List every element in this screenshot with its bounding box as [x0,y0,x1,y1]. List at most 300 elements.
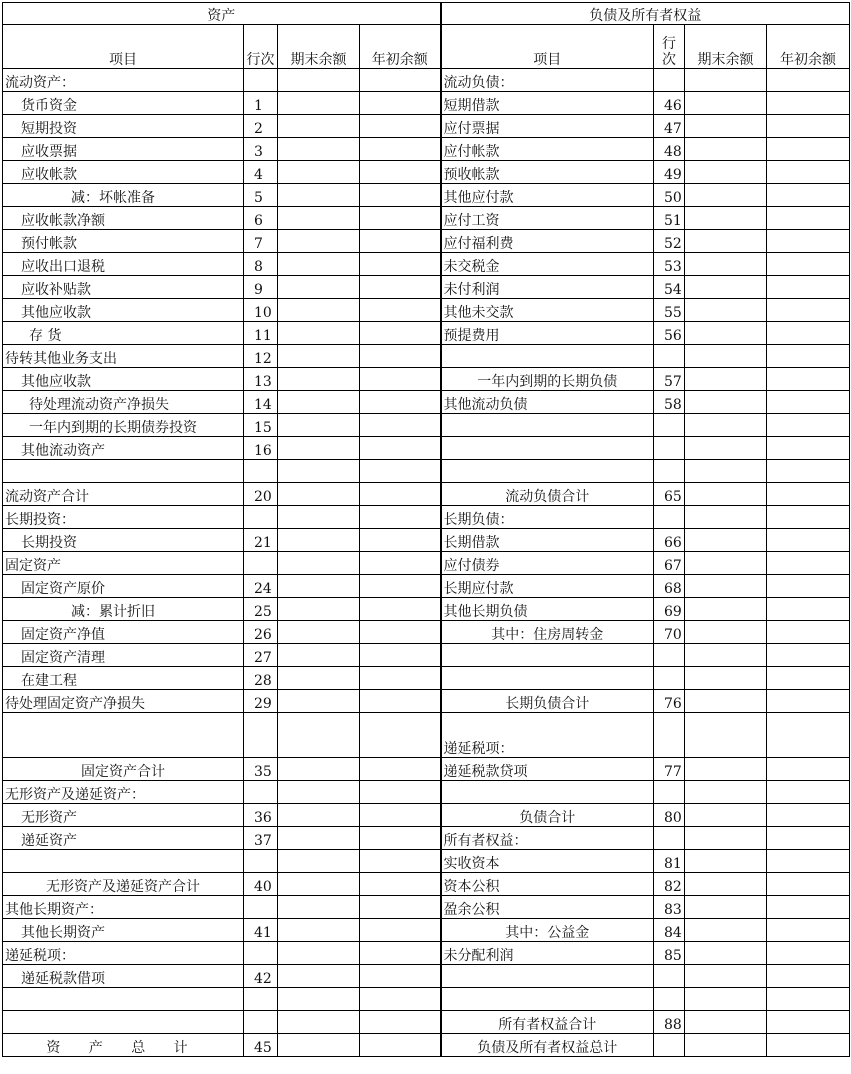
liability-end-balance-cell[interactable] [685,667,767,690]
table-row [3,896,850,919]
liability-end-balance-cell[interactable] [685,758,767,781]
asset-begin-balance-cell[interactable] [360,391,441,414]
asset-item-label: 待处理固定资产净损失 [3,690,244,713]
liability-end-balance-cell[interactable] [685,437,767,460]
asset-begin-balance-cell[interactable] [360,965,441,988]
asset-item-label: 固定资产原价 [3,575,244,598]
assets-line-header: 行次 [244,25,278,69]
liability-line-number [654,667,685,690]
asset-end-balance-cell[interactable] [278,437,360,460]
liability-begin-balance-cell[interactable] [767,804,850,827]
liability-begin-balance-cell[interactable] [767,919,850,942]
asset-begin-balance-cell[interactable] [360,506,441,529]
liability-end-balance-cell[interactable] [685,988,767,1011]
liability-end-balance-cell[interactable] [685,552,767,575]
asset-end-balance-cell[interactable] [278,207,360,230]
asset-begin-balance-cell[interactable] [360,1011,441,1034]
asset-end-balance-cell[interactable] [278,988,360,1011]
liability-end-balance-cell[interactable] [685,621,767,644]
assets-section-title: 资产 [3,3,441,25]
asset-end-balance-cell[interactable] [278,896,360,919]
asset-begin-balance-cell[interactable] [360,184,441,207]
assets-begin-balance-header: 年初余额 [360,25,441,69]
liability-line-number: 49 [654,161,685,184]
liability-begin-balance-cell[interactable] [767,575,850,598]
liability-begin-balance-cell[interactable] [767,207,850,230]
liability-end-balance-cell[interactable] [685,322,767,345]
asset-end-balance-cell[interactable] [278,621,360,644]
asset-begin-balance-cell[interactable] [360,138,441,161]
table-row [3,115,850,138]
liability-line-number: 67 [654,552,685,575]
liability-begin-balance-cell[interactable] [767,368,850,391]
liability-item-label: 流动负债合计 [441,483,654,506]
asset-end-balance-cell[interactable] [278,758,360,781]
asset-end-balance-cell[interactable] [278,253,360,276]
liability-begin-balance-cell[interactable] [767,161,850,184]
liability-end-balance-cell[interactable] [685,781,767,804]
liability-item-label: 所有者权益合计 [441,1011,654,1034]
liability-end-balance-cell[interactable] [685,460,767,483]
table-row [3,299,850,322]
asset-end-balance-cell[interactable] [278,161,360,184]
asset-end-balance-cell[interactable] [278,184,360,207]
liability-end-balance-cell[interactable] [685,345,767,368]
table-row [3,345,850,368]
table-row [3,368,850,391]
asset-line-number [244,552,278,575]
asset-line-number: 41 [244,919,278,942]
asset-end-balance-cell[interactable] [278,713,360,758]
liability-end-balance-cell[interactable] [685,598,767,621]
asset-end-balance-cell[interactable] [278,667,360,690]
asset-begin-balance-cell[interactable] [360,253,441,276]
asset-item-label: 长期投资： [3,506,244,529]
liability-line-number: 68 [654,575,685,598]
liability-begin-balance-cell[interactable] [767,896,850,919]
asset-begin-balance-cell[interactable] [360,988,441,1011]
liability-end-balance-cell[interactable] [685,391,767,414]
liability-end-balance-cell[interactable] [685,919,767,942]
liability-line-number: 65 [654,483,685,506]
asset-end-balance-cell[interactable] [278,391,360,414]
asset-line-number [244,713,278,758]
liability-item-label: 长期应付款 [441,575,654,598]
liability-end-balance-cell[interactable] [685,253,767,276]
liability-end-balance-cell[interactable] [685,1034,767,1057]
asset-begin-balance-cell[interactable] [360,781,441,804]
asset-end-balance-cell[interactable] [278,322,360,345]
liability-line-number: 80 [654,804,685,827]
asset-end-balance-cell[interactable] [278,690,360,713]
liab-line-header: 行次 [654,25,685,69]
table-row [3,667,850,690]
liability-end-balance-cell[interactable] [685,942,767,965]
table-row [3,919,850,942]
liability-line-number [654,460,685,483]
liability-begin-balance-cell[interactable] [767,781,850,804]
asset-line-number [244,1011,278,1034]
liability-item-label [441,644,654,667]
liability-end-balance-cell[interactable] [685,529,767,552]
asset-line-number: 28 [244,667,278,690]
liability-begin-balance-cell[interactable] [767,483,850,506]
asset-line-number: 35 [244,758,278,781]
asset-begin-balance-cell[interactable] [360,483,441,506]
asset-begin-balance-cell[interactable] [360,873,441,896]
liability-begin-balance-cell[interactable] [767,1034,850,1057]
asset-item-label: 短期投资 [3,115,244,138]
asset-line-number: 13 [244,368,278,391]
asset-begin-balance-cell[interactable] [360,621,441,644]
asset-begin-balance-cell[interactable] [360,896,441,919]
asset-line-number [244,942,278,965]
liability-line-number: 52 [654,230,685,253]
liability-end-balance-cell[interactable] [685,92,767,115]
liability-end-balance-cell[interactable] [685,896,767,919]
table-row [3,552,850,575]
table-row [3,644,850,667]
asset-begin-balance-cell[interactable] [360,942,441,965]
table-row [3,414,850,437]
asset-line-number: 11 [244,322,278,345]
liability-end-balance-cell[interactable] [685,69,767,92]
liability-line-number: 88 [654,1011,685,1034]
asset-end-balance-cell[interactable] [278,804,360,827]
liability-begin-balance-cell[interactable] [767,552,850,575]
asset-item-label: 其他应收款 [3,368,244,391]
asset-begin-balance-cell[interactable] [360,368,441,391]
asset-begin-balance-cell[interactable] [360,758,441,781]
liability-begin-balance-cell[interactable] [767,460,850,483]
liability-line-number: 70 [654,621,685,644]
liability-line-number: 57 [654,368,685,391]
asset-end-balance-cell[interactable] [278,598,360,621]
liability-end-balance-cell[interactable] [685,1011,767,1034]
liability-item-label: 长期负债： [441,506,654,529]
table-row [3,850,850,873]
asset-item-label: 减：累计折旧 [3,598,244,621]
asset-end-balance-cell[interactable] [278,115,360,138]
asset-begin-balance-cell[interactable] [360,690,441,713]
asset-end-balance-cell[interactable] [278,575,360,598]
table-row [3,942,850,965]
liability-begin-balance-cell[interactable] [767,827,850,850]
liability-line-number: 55 [654,299,685,322]
table-row [3,483,850,506]
liability-begin-balance-cell[interactable] [767,92,850,115]
asset-end-balance-cell[interactable] [278,552,360,575]
liability-item-label: 其他长期负债 [441,598,654,621]
liability-begin-balance-cell[interactable] [767,414,850,437]
liability-begin-balance-cell[interactable] [767,713,850,758]
liability-begin-balance-cell[interactable] [767,965,850,988]
asset-begin-balance-cell[interactable] [360,322,441,345]
asset-begin-balance-cell[interactable] [360,667,441,690]
liability-item-label: 流动负债： [441,69,654,92]
liability-end-balance-cell[interactable] [685,506,767,529]
liability-end-balance-cell[interactable] [685,965,767,988]
asset-begin-balance-cell[interactable] [360,207,441,230]
asset-begin-balance-cell[interactable] [360,69,441,92]
asset-begin-balance-cell[interactable] [360,345,441,368]
asset-end-balance-cell[interactable] [278,483,360,506]
table-row [3,460,850,483]
asset-end-balance-cell[interactable] [278,1011,360,1034]
liability-item-label: 其中：公益金 [441,919,654,942]
liability-begin-balance-cell[interactable] [767,391,850,414]
asset-item-label: 预付帐款 [3,230,244,253]
asset-line-number [244,460,278,483]
liability-item-label: 长期负债合计 [441,690,654,713]
liability-line-number: 51 [654,207,685,230]
liability-end-balance-cell[interactable] [685,804,767,827]
liability-item-label: 应付工资 [441,207,654,230]
liability-end-balance-cell[interactable] [685,850,767,873]
asset-item-label: 减：坏帐准备 [3,184,244,207]
liability-line-number: 56 [654,322,685,345]
asset-begin-balance-cell[interactable] [360,437,441,460]
table-row [3,184,850,207]
asset-line-number: 21 [244,529,278,552]
asset-end-balance-cell[interactable] [278,138,360,161]
asset-item-label: 应收出口退税 [3,253,244,276]
liability-line-number [654,414,685,437]
liability-begin-balance-cell[interactable] [767,1011,850,1034]
liability-begin-balance-cell[interactable] [767,644,850,667]
liability-begin-balance-cell[interactable] [767,942,850,965]
asset-end-balance-cell[interactable] [278,942,360,965]
liability-line-number: 83 [654,896,685,919]
table-row [3,322,850,345]
liability-item-label: 应付债券 [441,552,654,575]
asset-item-label: 固定资产合计 [3,758,244,781]
liability-item-label [441,345,654,368]
asset-end-balance-cell[interactable] [278,1034,360,1057]
liability-end-balance-cell[interactable] [685,873,767,896]
asset-end-balance-cell[interactable] [278,69,360,92]
asset-begin-balance-cell[interactable] [360,161,441,184]
asset-item-label: 固定资产 [3,552,244,575]
asset-item-label [3,460,244,483]
asset-begin-balance-cell[interactable] [360,919,441,942]
liability-item-label: 预提费用 [441,322,654,345]
asset-item-label: 递延税项： [3,942,244,965]
asset-item-label: 流动资产： [3,69,244,92]
liability-begin-balance-cell[interactable] [767,115,850,138]
liability-line-number: 69 [654,598,685,621]
asset-end-balance-cell[interactable] [278,965,360,988]
liability-item-label: 长期借款 [441,529,654,552]
liability-begin-balance-cell[interactable] [767,299,850,322]
asset-item-label: 递延资产 [3,827,244,850]
liability-line-number: 85 [654,942,685,965]
asset-begin-balance-cell[interactable] [360,460,441,483]
asset-end-balance-cell[interactable] [278,506,360,529]
asset-line-number: 8 [244,253,278,276]
table-row [3,804,850,827]
asset-begin-balance-cell[interactable] [360,115,441,138]
asset-end-balance-cell[interactable] [278,919,360,942]
liability-begin-balance-cell[interactable] [767,138,850,161]
liability-item-label: 应付福利费 [441,230,654,253]
liability-end-balance-cell[interactable] [685,115,767,138]
liability-item-label: 预收帐款 [441,161,654,184]
asset-begin-balance-cell[interactable] [360,644,441,667]
liabilities-section-title: 负债及所有者权益 [441,3,850,25]
table-row [3,92,850,115]
asset-end-balance-cell[interactable] [278,850,360,873]
table-row [3,253,850,276]
liability-end-balance-cell[interactable] [685,414,767,437]
liability-begin-balance-cell[interactable] [767,69,850,92]
liability-item-label: 盈余公积 [441,896,654,919]
asset-begin-balance-cell[interactable] [360,414,441,437]
liability-begin-balance-cell[interactable] [767,276,850,299]
liability-end-balance-cell[interactable] [685,230,767,253]
liability-line-number [654,713,685,758]
asset-begin-balance-cell[interactable] [360,850,441,873]
liability-end-balance-cell[interactable] [685,713,767,758]
liability-line-number [654,965,685,988]
asset-item-label: 流动资产合计 [3,483,244,506]
asset-item-label: 应收补贴款 [3,276,244,299]
table-row [3,391,850,414]
asset-item-label: 其他应收款 [3,299,244,322]
liability-end-balance-cell[interactable] [685,207,767,230]
asset-end-balance-cell[interactable] [278,345,360,368]
asset-begin-balance-cell[interactable] [360,529,441,552]
liability-end-balance-cell[interactable] [685,483,767,506]
asset-begin-balance-cell[interactable] [360,713,441,758]
liability-begin-balance-cell[interactable] [767,690,850,713]
asset-end-balance-cell[interactable] [278,414,360,437]
liability-line-number: 53 [654,253,685,276]
table-row [3,506,850,529]
liability-line-number: 47 [654,115,685,138]
asset-item-label: 一年内到期的长期债券投资 [3,414,244,437]
liability-item-label: 递延税项： [441,713,654,758]
liability-begin-balance-cell[interactable] [767,850,850,873]
asset-line-number [244,896,278,919]
asset-begin-balance-cell[interactable] [360,299,441,322]
asset-item-label: 无形资产及递延资产合计 [3,873,244,896]
asset-begin-balance-cell[interactable] [360,552,441,575]
liability-line-number: 77 [654,758,685,781]
liability-begin-balance-cell[interactable] [767,345,850,368]
asset-end-balance-cell[interactable] [278,873,360,896]
liability-item-label: 其中：住房周转金 [441,621,654,644]
asset-line-number: 14 [244,391,278,414]
liability-begin-balance-cell[interactable] [767,230,850,253]
asset-item-label: 应收帐款 [3,161,244,184]
table-row [3,827,850,850]
liability-begin-balance-cell[interactable] [767,758,850,781]
liability-begin-balance-cell[interactable] [767,437,850,460]
asset-begin-balance-cell[interactable] [360,276,441,299]
liability-item-label [441,988,654,1011]
liability-end-balance-cell[interactable] [685,184,767,207]
liability-begin-balance-cell[interactable] [767,873,850,896]
liability-begin-balance-cell[interactable] [767,988,850,1011]
asset-line-number: 20 [244,483,278,506]
asset-begin-balance-cell[interactable] [360,230,441,253]
liability-item-label [441,667,654,690]
asset-begin-balance-cell[interactable] [360,804,441,827]
liability-begin-balance-cell[interactable] [767,506,850,529]
liability-end-balance-cell[interactable] [685,827,767,850]
table-row [3,621,850,644]
asset-item-label [3,850,244,873]
asset-begin-balance-cell[interactable] [360,598,441,621]
asset-end-balance-cell[interactable] [278,368,360,391]
liability-begin-balance-cell[interactable] [767,184,850,207]
asset-end-balance-cell[interactable] [278,827,360,850]
liability-begin-balance-cell[interactable] [767,667,850,690]
liability-begin-balance-cell[interactable] [767,322,850,345]
asset-begin-balance-cell[interactable] [360,827,441,850]
asset-item-label [3,1011,244,1034]
asset-line-number: 12 [244,345,278,368]
asset-end-balance-cell[interactable] [278,781,360,804]
liability-item-label: 其他未交款 [441,299,654,322]
liability-end-balance-cell[interactable] [685,690,767,713]
asset-begin-balance-cell[interactable] [360,1034,441,1057]
liability-begin-balance-cell[interactable] [767,253,850,276]
asset-item-label: 长期投资 [3,529,244,552]
liability-line-number: 82 [654,873,685,896]
liability-end-balance-cell[interactable] [685,368,767,391]
asset-end-balance-cell[interactable] [278,92,360,115]
liability-item-label: 资本公积 [441,873,654,896]
liability-begin-balance-cell[interactable] [767,529,850,552]
liability-end-balance-cell[interactable] [685,644,767,667]
liability-end-balance-cell[interactable] [685,299,767,322]
asset-line-number: 16 [244,437,278,460]
table-row [3,575,850,598]
liability-end-balance-cell[interactable] [685,138,767,161]
asset-end-balance-cell[interactable] [278,529,360,552]
liability-begin-balance-cell[interactable] [767,598,850,621]
asset-end-balance-cell[interactable] [278,299,360,322]
liability-item-label [441,460,654,483]
balance-sheet-table [2,2,850,1057]
asset-line-number [244,850,278,873]
asset-end-balance-cell[interactable] [278,276,360,299]
asset-item-label: 其他长期资产 [3,919,244,942]
liability-begin-balance-cell[interactable] [767,621,850,644]
table-row [3,161,850,184]
liability-end-balance-cell[interactable] [685,575,767,598]
liability-end-balance-cell[interactable] [685,161,767,184]
asset-end-balance-cell[interactable] [278,644,360,667]
asset-begin-balance-cell[interactable] [360,575,441,598]
table-body [3,69,850,1057]
liability-line-number [654,437,685,460]
asset-end-balance-cell[interactable] [278,460,360,483]
table-row [3,1034,850,1057]
asset-item-label [3,713,244,758]
asset-item-label: 资 产 总 计 [3,1034,244,1057]
liab-end-balance-header: 期末余额 [685,25,767,69]
liability-end-balance-cell[interactable] [685,276,767,299]
asset-line-number: 10 [244,299,278,322]
asset-end-balance-cell[interactable] [278,230,360,253]
asset-begin-balance-cell[interactable] [360,92,441,115]
asset-line-number: 9 [244,276,278,299]
asset-item-label: 固定资产清理 [3,644,244,667]
asset-line-number: 37 [244,827,278,850]
